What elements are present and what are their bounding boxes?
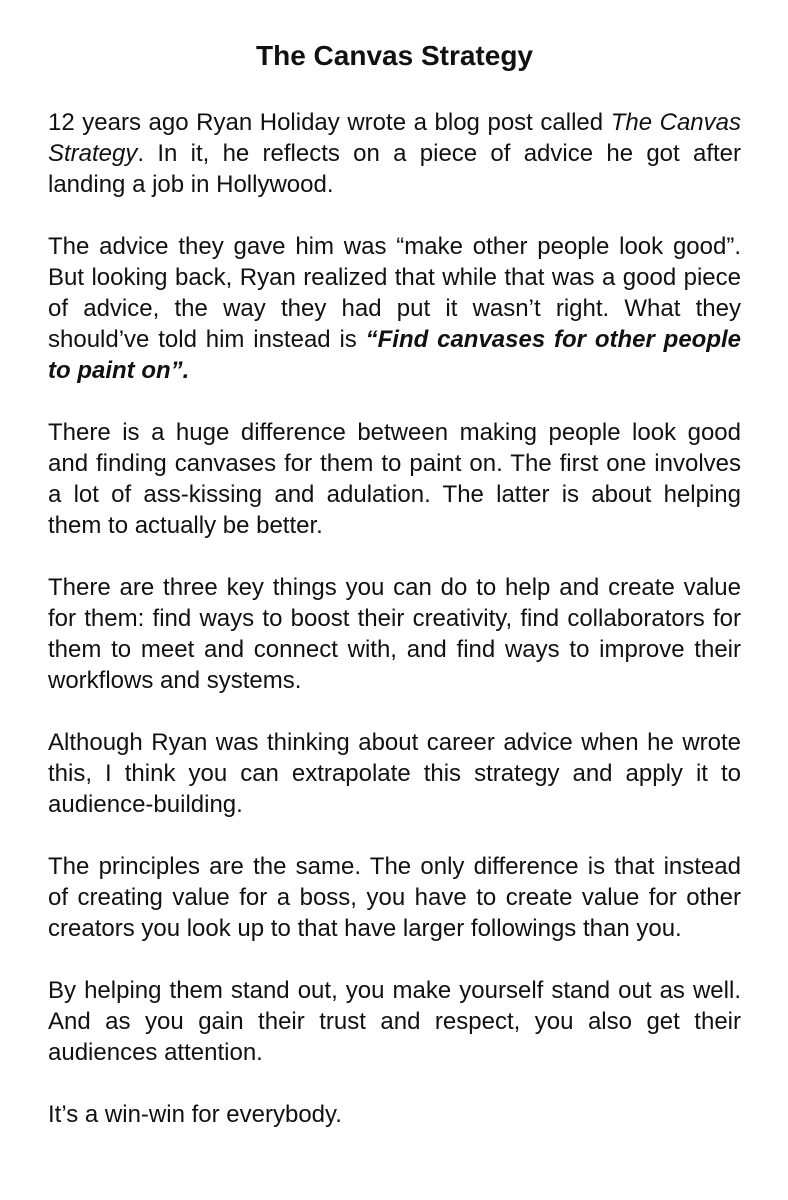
- document-page: [48, 38, 741, 1130]
- paragraph-8: It’s a win-win for everybody.: [48, 1101, 342, 1128]
- paragraph-5: Although Ryan was thinking about career advice when he wrote this, I think you can extrapolate this strategy and apply it to audience-building.: [48, 729, 741, 818]
- paragraph-4: There are three key things you can do to help and create value for them: find ways to boost their creativity, find collaborators for them to meet and connect with, and find ways to improve their workflows and systems.: [48, 574, 741, 694]
- paragraph-1-text-end: . In it, he reflects on a piece of advice he got after landing a job in Hollywood.: [48, 140, 741, 198]
- document-title: The Canvas Strategy: [256, 40, 533, 71]
- paragraph-2: [48, 231, 741, 386]
- blog-post-title: The Canvas Strategy: [48, 109, 741, 167]
- paragraph-3: There is a huge difference between making people look good and finding canvases for them to paint on. The first one involves a lot of ass-kissing and adulation. The latter is about helping them to actually be better.: [48, 419, 741, 539]
- paragraph-2-text: The advice they gave him was “make other people look good”. But looking back, Ryan realized that while that was a good piece of advice, the way they had put it wasn’t right. What they should’ve told him instead is: [48, 233, 741, 353]
- paragraph-1: [48, 107, 741, 200]
- key-quote: “Find canvases for other people to paint on”.: [48, 326, 741, 384]
- paragraph-6: The principles are the same. The only difference is that instead of creating value for a boss, you have to create value for other creators you look up to that have larger followings than you.: [48, 853, 741, 942]
- paragraph-1-text-start: 12 years ago Ryan Holiday wrote a blog post called: [48, 109, 611, 136]
- paragraph-7: By helping them stand out, you make yourself stand out as well. And as you gain their trust and respect, you also get their audiences attention.: [48, 977, 741, 1066]
